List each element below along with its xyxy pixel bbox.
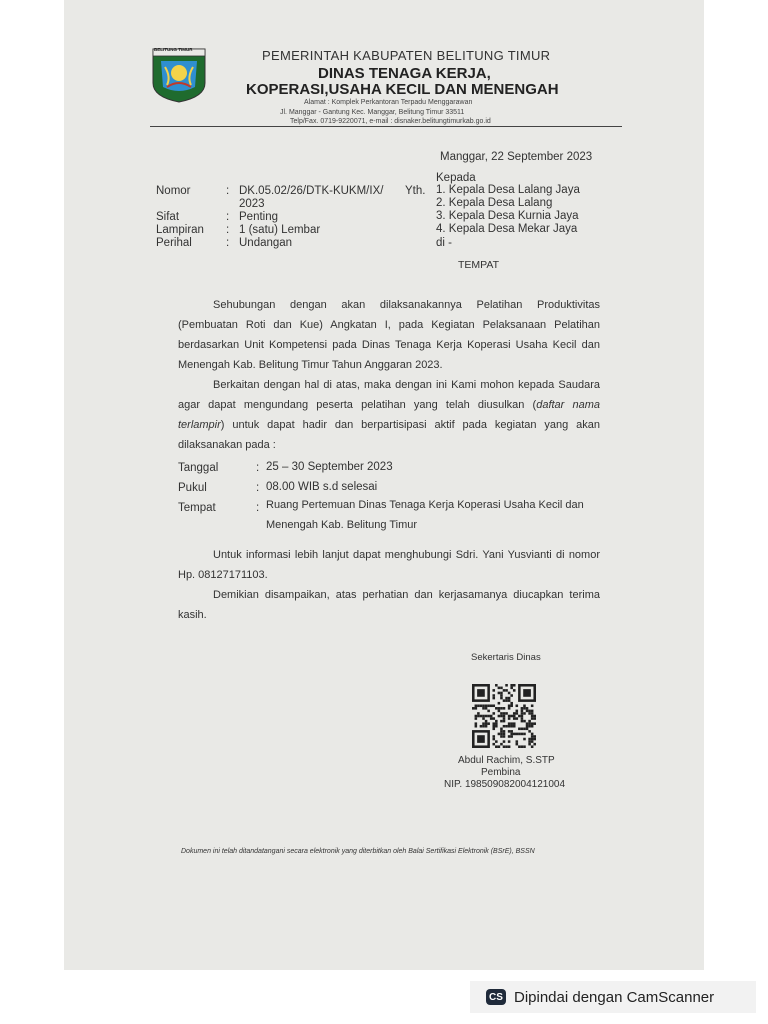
camscanner-watermark: [470, 981, 756, 1013]
paragraph-3: [178, 545, 600, 585]
sifat-value: Penting: [239, 211, 279, 223]
signatory-nip: NIP. 198509082004121004: [444, 779, 566, 790]
qr-code-signature-icon: [472, 684, 536, 748]
signatory-name: Abdul Rachim, S.STP: [458, 755, 555, 766]
camscanner-label: Dipindai dengan CamScanner: [514, 988, 715, 1006]
paragraph-2-text-a: Berkaitan dengan hal di atas, maka dengan ini Kami mohon kepada Saudara agar dapat mengundang peserta pelatihan yang telah diusulkan (: [178, 379, 600, 411]
emblem-label: BELITUNG TIMUR: [154, 47, 193, 52]
nomor-value-year: 2023: [239, 198, 265, 210]
paragraph-1-text: Sehubungan dengan akan dilaksanakannya Pelatihan Produktivitas (Pembuatan Roti dan Kue) Angkatan I, pada Kegiatan Pelaksanaan Pelatihan berdasarkan Unit Kompetensi pada Dinas Tenaga Kerja Koperasi Usaha Kecil dan Menengah Kab. Belitung Timur Tahun Anggaran 2023.: [178, 299, 600, 371]
recipient-kepada: Kepada: [436, 172, 476, 184]
scanned-page: [64, 0, 704, 970]
regency-emblem-icon: [151, 47, 207, 103]
tanggal-value: 25 – 30 September 2023: [266, 461, 393, 473]
lampiran-label: Lampiran: [156, 224, 204, 236]
pukul-value: 08.00 WIB s.d selesai: [266, 481, 378, 493]
letterhead-line-3: KOPERASI,USAHA KECIL DAN MENENGAH: [246, 81, 559, 98]
perihal-colon: :: [226, 237, 230, 249]
camscanner-logo-icon: CS: [486, 989, 506, 1005]
signatory-rank: Pembina: [481, 767, 521, 778]
tempat-label: Tempat: [178, 502, 216, 514]
pukul-colon: :: [256, 482, 260, 494]
paragraph-4-text: Demikian disampaikan, atas perhatian dan kerjasamanya diucapkan terima kasih.: [178, 589, 600, 621]
paragraph-4: [178, 585, 600, 625]
paragraph-2-text-b: ) untuk dapat hadir dan berpartisipasi aktif pada kegiatan yang akan dilaksanakan pada :: [178, 419, 600, 451]
tempat-colon: :: [256, 502, 260, 514]
letterhead-line-1: PEMERINTAH KABUPATEN BELITUNG TIMUR: [262, 48, 551, 63]
tanggal-label: Tanggal: [178, 462, 219, 474]
recipient-item-4: 4. Kepala Desa Mekar Jaya: [436, 223, 578, 235]
address-line-2: Jl. Manggar - Gantung Kec. Manggar, Belitung Timur 33511: [280, 109, 465, 116]
recipient-item-2: 2. Kepala Desa Lalang: [436, 197, 553, 209]
recipient-item-1: 1. Kepala Desa Lalang Jaya: [436, 184, 580, 196]
perihal-value: Undangan: [239, 237, 293, 249]
paragraph-3-text: Untuk informasi lebih lanjut dapat menghubungi Sdri. Yani Yusvianti di nomor Hp. 08127171103.: [178, 549, 600, 581]
date-line: Manggar, 22 September 2023: [440, 151, 593, 163]
recipient-tempat: TEMPAT: [458, 259, 500, 271]
lampiran-value: 1 (satu) Lembar: [239, 224, 321, 236]
sifat-label: Sifat: [156, 211, 180, 223]
e-signature-footnote: Dokumen ini telah ditandatangani secara elektronik yang diterbitkan oleh Balai Sertifikasi Elektronik (BSrE), BSSN: [181, 848, 535, 855]
letterhead-divider: [150, 126, 622, 127]
paragraph-2-italic: daftar nama terlampir: [178, 399, 601, 431]
address-line-3: Telp/Fax. 0719-9220071, e-mail : disnaker.belitungtimurkab.go.id: [290, 118, 491, 125]
perihal-label: Perihal: [156, 237, 192, 249]
tempat-value-1: Ruang Pertemuan Dinas Tenaga Kerja Koperasi Usaha Kecil dan: [266, 499, 584, 511]
paragraph-1: [178, 295, 600, 375]
nomor-value: DK.05.02/26/DTK-KUKM/IX/: [239, 185, 384, 197]
address-line-1: Alamat : Komplek Perkantoran Terpadu Menggarawan: [304, 99, 473, 106]
paragraph-2: [178, 375, 600, 455]
tanggal-colon: :: [256, 462, 260, 474]
pukul-label: Pukul: [178, 482, 207, 494]
recipient-item-3: 3. Kepala Desa Kurnia Jaya: [436, 210, 579, 222]
recipient-di: di -: [436, 237, 452, 249]
nomor-label: Nomor: [156, 185, 191, 197]
sifat-colon: :: [226, 211, 230, 223]
tempat-value-2: Menengah Kab. Belitung Timur: [266, 519, 418, 531]
signature-title: Sekertaris Dinas: [471, 652, 541, 663]
nomor-colon: :: [226, 185, 230, 197]
lampiran-colon: :: [226, 224, 230, 236]
letterhead-line-2: DINAS TENAGA KERJA,: [318, 65, 491, 82]
recipient-yth: Yth.: [405, 185, 426, 197]
